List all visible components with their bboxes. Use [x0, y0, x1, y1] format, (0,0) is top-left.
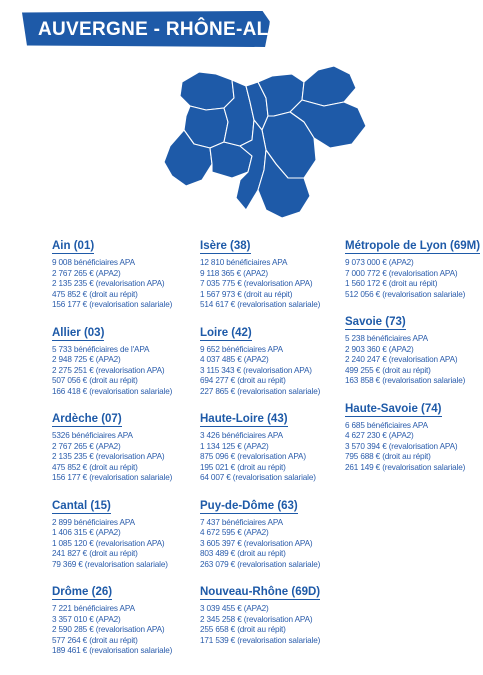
dept-line: 4 037 485 € (APA2) [200, 355, 269, 364]
dept-line: 475 852 € (droit au répit) [52, 462, 138, 472]
dept-line: 9 008 bénéficiaires APA [52, 258, 135, 267]
region-map [154, 60, 368, 222]
dept-metropole-de-lyon [345, 236, 480, 300]
dept-name: Ain (01) [52, 240, 95, 252]
dept-line: 195 021 € (droit au répit) [200, 462, 286, 472]
dept-line: 2 767 265 € (APA2) [52, 268, 121, 278]
dept-line: 7 035 775 € (revalorisation APA) [200, 279, 313, 288]
dept-line: 875 096 € (revalorisation APA) [200, 452, 306, 461]
dept-puy-de-dome [200, 496, 340, 571]
dept-name: Isère (38) [200, 240, 251, 252]
dept-line: 163 858 € (revalorisation salariale) [345, 376, 466, 385]
dept-line: 171 539 € (revalorisation salariale) [200, 635, 321, 645]
dept-line: 795 688 € (droit au répit) [345, 452, 431, 461]
dept-line: 1 085 120 € (revalorisation APA) [52, 538, 165, 548]
dept-line: 4 627 230 € (APA2) [345, 431, 414, 440]
page-title: AUVERGNE - RHÔNE-ALPES [38, 19, 308, 40]
dept-line: 2 590 285 € (revalorisation APA) [52, 625, 165, 634]
dept-name: Drôme (26) [52, 586, 113, 598]
dept-line: 12 810 bénéficiaires APA [200, 258, 288, 267]
dept-line: 189 461 € (revalorisation salariale) [52, 646, 173, 655]
dept-line: 2 275 251 € (revalorisation APA) [52, 365, 165, 375]
dept-line: 9 073 000 € (APA2) [345, 258, 414, 267]
dept-line: 156 177 € (revalorisation salariale) [52, 300, 173, 309]
dept-line: 1 567 973 € (droit au répit) [200, 289, 293, 299]
dept-line: 227 865 € (revalorisation salariale) [200, 386, 321, 396]
dept-line: 166 418 € (revalorisation salariale) [52, 386, 173, 396]
dept-line: 9 652 bénéficiaires APA [200, 344, 283, 354]
column-2 [200, 236, 340, 658]
dept-line: 4 672 595 € (APA2) [200, 528, 269, 537]
dept-line: 2 240 247 € (revalorisation APA) [345, 355, 458, 364]
dept-line: 3 357 010 € (APA2) [52, 614, 121, 624]
dept-line: 64 007 € (revalorisation salariale) [200, 473, 316, 482]
dept-cantal [52, 496, 192, 571]
dept-line: 5326 bénéficiaires APA [52, 431, 133, 440]
dept-line: 2 767 265 € (APA2) [52, 441, 121, 451]
dept-line: 5 238 bénéficiaires APA [345, 334, 428, 343]
column-3 [345, 236, 480, 485]
map-dept-haute-savoie [302, 66, 356, 106]
dept-haute-savoie [345, 399, 480, 474]
dept-line: 694 277 € (droit au répit) [200, 376, 286, 385]
dept-line: 3 426 bénéficiaires APA [200, 431, 283, 440]
dept-name: Métropole de Lyon (69M) [345, 240, 481, 252]
dept-line: 7 000 772 € (revalorisation APA) [345, 268, 458, 278]
dept-line: 3 115 343 € (revalorisation APA) [200, 365, 312, 375]
dept-line: 1 134 125 € (APA2) [200, 441, 269, 451]
dept-nouveau-rhone [200, 582, 340, 646]
dept-line: 507 056 € (droit au répit) [52, 376, 138, 385]
dept-haute-loire [200, 409, 340, 484]
dept-line: 9 118 365 € (APA2) [200, 268, 268, 278]
dept-line: 577 264 € (droit au répit) [52, 635, 138, 645]
dept-allier [52, 323, 192, 398]
dept-isere [200, 236, 340, 311]
dept-line: 2 135 235 € (revalorisation APA) [52, 279, 165, 288]
dept-line: 1 560 172 € (droit au répit) [345, 279, 438, 288]
dept-line: 1 406 315 € (APA2) [52, 528, 121, 537]
dept-ain [52, 236, 192, 311]
dept-name: Nouveau-Rhône (69D) [200, 586, 321, 598]
dept-name: Allier (03) [52, 326, 105, 339]
dept-line: 803 489 € (droit au répit) [200, 549, 286, 558]
dept-line: 2 135 235 € (revalorisation APA) [52, 452, 165, 461]
dept-drome [52, 582, 192, 657]
dept-line: 7 221 bénéficiaires APA [52, 604, 135, 613]
dept-line: 2 345 258 € (revalorisation APA) [200, 614, 313, 624]
dept-line: 241 827 € (droit au répit) [52, 549, 138, 558]
dept-line: 2 899 bénéficiaires APA [52, 517, 135, 527]
dept-line: 263 079 € (revalorisation salariale) [200, 559, 321, 569]
dept-line: 2 948 725 € (APA2) [52, 355, 121, 364]
column-1 [52, 236, 192, 669]
dept-savoie [345, 312, 480, 387]
dept-name: Ardèche (07) [52, 413, 122, 425]
dept-ardeche [52, 409, 192, 484]
dept-line: 5 733 bénéficiaires de l'APA [52, 344, 150, 354]
dept-line: 3 570 394 € (revalorisation APA) [345, 441, 458, 451]
dept-line: 261 149 € (revalorisation salariale) [345, 462, 466, 472]
dept-line: 6 685 bénéficiaires APA [345, 420, 428, 430]
dept-line: 255 658 € (droit au répit) [200, 625, 286, 634]
dept-line: 514 617 € (revalorisation salariale) [200, 300, 321, 309]
dept-line: 499 255 € (droit au répit) [345, 365, 431, 375]
dept-line: 475 852 € (droit au répit) [52, 289, 138, 299]
dept-loire [200, 323, 340, 398]
dept-name: Haute-Loire (43) [200, 413, 288, 425]
dept-line: 2 903 360 € (APA2) [345, 344, 414, 354]
dept-line: 3 605 397 € (revalorisation APA) [200, 538, 313, 548]
map-dept-allier [180, 72, 234, 110]
dept-line: 156 177 € (revalorisation salariale) [52, 473, 173, 482]
dept-name: Puy-de-Dôme (63) [200, 499, 298, 512]
dept-line: 512 056 € (revalorisation salariale) [345, 289, 466, 299]
dept-name: Savoie (73) [345, 316, 406, 328]
dept-line: 79 369 € (revalorisation salariale) [52, 559, 168, 569]
dept-name: Cantal (15) [52, 499, 111, 512]
dept-name: Loire (42) [200, 326, 252, 339]
dept-line: 3 039 455 € (APA2) [200, 604, 269, 613]
dept-line: 7 437 bénéficiaires APA [200, 517, 283, 527]
dept-name: Haute-Savoie (74) [345, 402, 442, 415]
